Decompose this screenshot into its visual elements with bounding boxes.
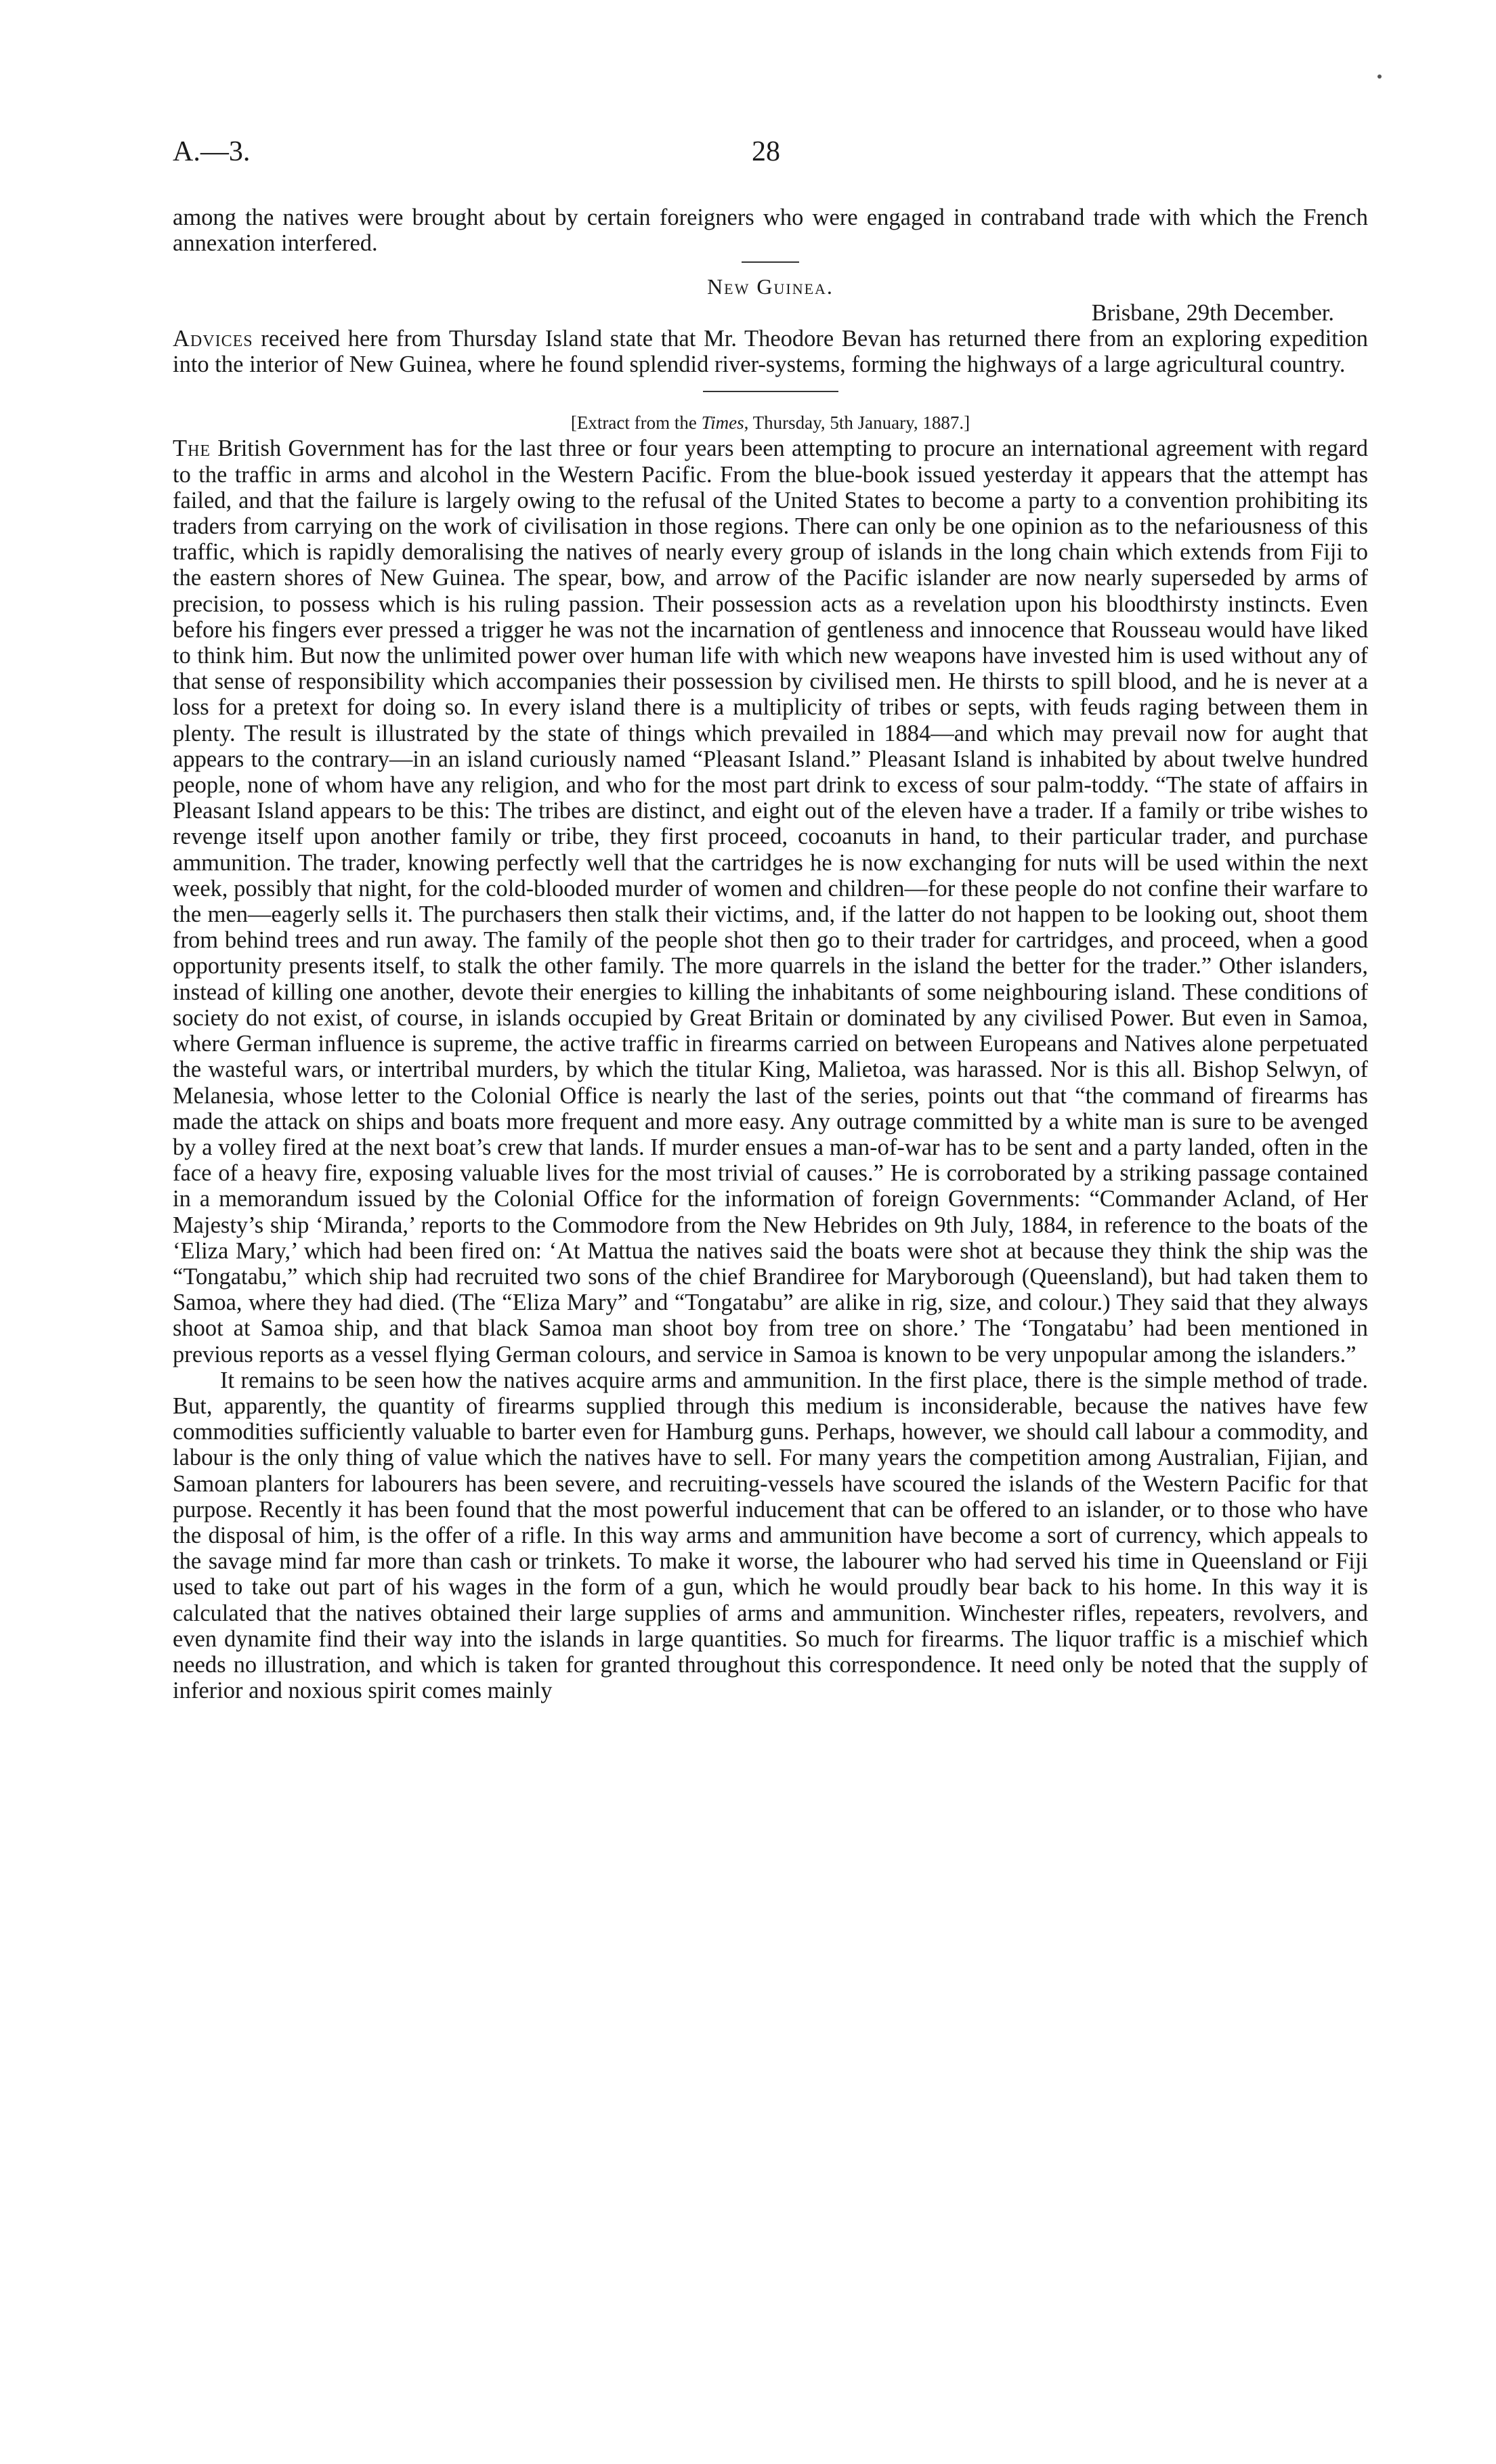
section-heading-new-guinea: New Guinea. [707, 274, 834, 299]
scan-speck [1377, 75, 1382, 79]
document-reference: A.—3. [173, 136, 251, 167]
lead-word: The [173, 436, 211, 462]
article-paragraph-1 [173, 436, 1368, 1367]
section-divider [703, 391, 838, 392]
extract-prefix: [Extract from the [570, 412, 702, 433]
article-paragraph-2: It remains to be seen how the natives acquire arms and ammunition. In the first place, there is the simple method of trade. But, apparently, the quantity of firearms supplied through this medium is inconsiderable, because the natives have few commodities sufficiently valuable to barter even for Hamburg guns. Perhaps, however, we should call labour a commodity, and labour is the only thing of value which the natives have to sell. For many years the competition among Australian, Fijian, and Samoan planters for labourers has been severe, and recruiting-vessels have scoured the islands of the Western Pacific for that purpose. Recently it has been found that the most powerful inducement that can be offered to an islander, or to those who have the disposal of him, is the offer of a rifle. In this way arms and ammunition have become a sort of currency, which appeals to the savage mind far more than cash or trinkets. To make it worse, the labourer who had served his time in Queensland or Fiji used to take out part of his wages in the form of a gun, which he would proudly bear back to his home. In this way it is calculated that the natives obtained their large supplies of arms and ammunition. Winchester rifles, repeaters, revolvers, and even dynamite find their way into the islands in large quantities. So much for firearms. The liquor traffic is a mischief which needs no illustration, and which is taken for granted throughout this correspondence. It need only be noted that the supply of inferior and noxious spirit comes mainly [173, 1367, 1368, 1704]
page-header [173, 135, 1368, 176]
section-divider [742, 261, 799, 263]
extract-citation [173, 410, 1368, 436]
lead-word: Advices [173, 325, 253, 352]
page-number: 28 [752, 136, 780, 167]
page-body [173, 205, 1368, 1703]
new-guinea-text: received here from Thursday Island state that Mr. Theodore Bevan has returned there from an exploring expedition into the interior of New Guinea, where he found splendid river-systems, forming the highways of a large agricultural country. [173, 325, 1368, 378]
article-paragraph-1-text: British Government has for the last three or four years been attempting to procure an international agreement with regard to the traffic in arms and alcohol in the Western Pacific. From the blue-book issued yesterday it appears that the attempt has failed, and that the failure is largely owing to the refusal of the United States to become a party to a convention prohibiting its traders from carrying on the work of civilisation in those regions. There can only be one opinion as to the nefariousness of this traffic, which is rapidly demoralising the natives of nearly every group of islands in the long chain which extends from Fiji to the eastern shores of New Guinea. The spear, bow, and arrow of the Pacific islander are now nearly superseded by arms of precision, to possess which is his ruling passion. Their possession acts as a revelation upon his bloodthirsty instincts. Even before his fingers ever pressed a trigger he was not the incarnation of gentleness and innocence that Rousseau would have liked to think him. But now the unlimited power over human life with which new weapons have invested him is used without any of that sense of responsibility which accompanies their possession by civilised men. He thirsts to spill blood, and he is never at a loss for a pretext for doing so. In every island there is a multiplicity of tribes or septs, with feuds raging between them in plenty. The result is illustrated by the state of things which prevailed in 1884—and which may prevail now for aught that appears to the contrary—in an island curiously named “Pleasant Island.” Pleasant Island is inhabited by about twelve hundred people, none of whom have any religion, and who for the most part drink to excess of sour palm-toddy. “The state of affairs in Pleasant Island appears to be this: The tribes are distinct, and eight out of the eleven have a trader. If a family or tribe wishes to revenge itself upon another family or tribe, they first proceed, cocoanuts in hand, to their particular trader, and purchase ammunition. The trader, knowing perfectly well that the cartridges he is now exchanging for nuts will be used within the next week, possibly that night, for the cold-blooded murder of women and children—for these people do not confine their warfare to the men—eagerly sells it. The purchasers then stalk their victims, and, if the latter do not happen to be looking out, shoot them from behind trees and run away. The family of the people shot then go to their trader for cartridges, and proceed, when a good opportunity presents itself, to stalk the other family. The more quarrels in the island the better for the trader.” Other islanders, instead of killing one another, devote their energies to killing the inhabitants of some neighbouring island. These conditions of society do not exist, of course, in islands occupied by Great Britain or dominated by any civilised Power. But even in Samoa, where German influence is supreme, the active traffic in firearms carried on between Europeans and Natives alone perpetuated the wasteful wars, or intertribal murders, by which the titular King, Malietoa, was harassed. Nor is this all. Bishop Selwyn, of Melanesia, whose letter to the Colonial Office is nearly the last of the series, points out that “the command of firearms has made the attack on ships and boats more frequent and more easy. Any outrage committed by a white man is sure to be avenged by a volley fired at the next boat’s crew that lands. If murder ensues a man-of-war has to be sent and a party landed, often in the face of a heavy fire, exposing valuable lives for the most trivial of causes.” He is corroborated by a striking passage contained in a memorandum issued by the Colonial Office for the information of foreign Governments: “Commander Acland, of Her Majesty’s ship ‘Miranda,’ reports to the Commodore from the New Hebrides on 9th July, 1884, in reference to the boats of the ‘Eliza Mary,’ which had been fired on: ‘At Mattua the natives said the boats were shot at because they think the ship was the “Tongatabu,” which ship had recruited two sons of the chief Brandiree for Maryborough (Queensland), but had taken them to Samoa, where they had died. (The “Eliza Mary” and “Tongatabu” are alike in rig, size, and colour.) They said that they always shoot at Samoa ship, and that black Samoa man shoot boy from tree on shore.’ The ‘Tongatabu’ had been mentioned in previous reports as a vessel flying German colours, and service in Samoa is known to be very unpopular among the islanders.” [173, 436, 1368, 1367]
new-guinea-paragraph [173, 326, 1368, 377]
continued-paragraph: among the natives were brought about by certain foreigners who were engaged in contraband trade with which the French annexation interfered. [173, 205, 1368, 257]
publication-name: Times [701, 412, 744, 433]
dateline: Brisbane, 29th December. [1091, 299, 1334, 326]
extract-suffix: , Thursday, 5th January, 1887.] [744, 412, 970, 433]
